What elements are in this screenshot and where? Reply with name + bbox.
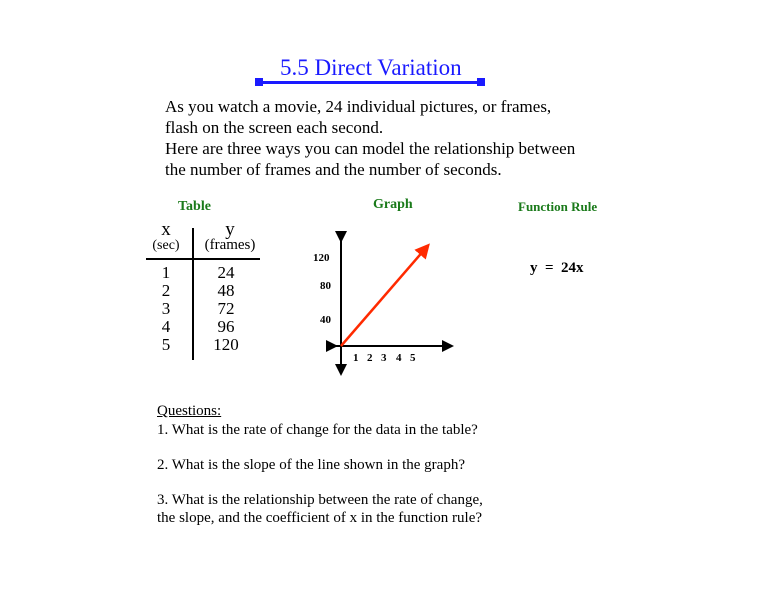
y-value: 120	[213, 335, 239, 354]
x-header: x	[161, 219, 171, 240]
x-value: 4	[161, 317, 171, 336]
x-value: 2	[161, 281, 171, 300]
x-value: 1	[161, 263, 171, 282]
question: 1. What is the rate of change for the data in the table?	[157, 422, 478, 438]
graph-heading: Graph	[373, 197, 413, 212]
intro-line: Here are three ways you can model the relationship between	[165, 139, 576, 158]
intro-line: the number of frames and the number of seconds.	[165, 160, 502, 179]
x-tick-label: 3	[381, 352, 387, 364]
data-line	[341, 249, 425, 346]
intro-line: As you watch a movie, 24 individual pictures, or frames,	[165, 97, 552, 116]
intro-line: flash on the screen each second.	[165, 118, 384, 137]
y-tick-label: 40	[320, 314, 331, 326]
x-tick-label: 1	[353, 352, 359, 364]
y-header: y	[225, 219, 235, 240]
y-unit: (frames)	[204, 237, 256, 253]
page-title: 5.5 Direct Variation	[280, 55, 462, 80]
table-heading: Table	[178, 199, 211, 214]
x-value: 5	[161, 335, 171, 354]
x-tick-label: 5	[410, 352, 416, 364]
x-unit: (sec)	[152, 238, 180, 253]
questions-heading: Questions:	[157, 403, 222, 419]
y-value: 48	[217, 281, 235, 300]
y-value: 96	[217, 317, 235, 336]
question: 2. What is the slope of the line shown in the graph?	[157, 457, 465, 473]
x-tick-label: 2	[367, 352, 373, 364]
function-rule: y = 24x	[530, 260, 584, 276]
y-value: 72	[217, 299, 235, 318]
y-tick-label: 120	[313, 252, 330, 264]
x-tick-label: 4	[396, 352, 402, 364]
function-rule-heading: Function Rule	[518, 199, 598, 214]
question: 3. What is the relationship between the rate of change,	[157, 492, 483, 508]
question: the slope, and the coefficient of x in the function rule?	[157, 510, 483, 526]
y-tick-label: 80	[320, 280, 331, 292]
y-value: 24	[217, 263, 235, 282]
x-value: 3	[161, 299, 171, 318]
